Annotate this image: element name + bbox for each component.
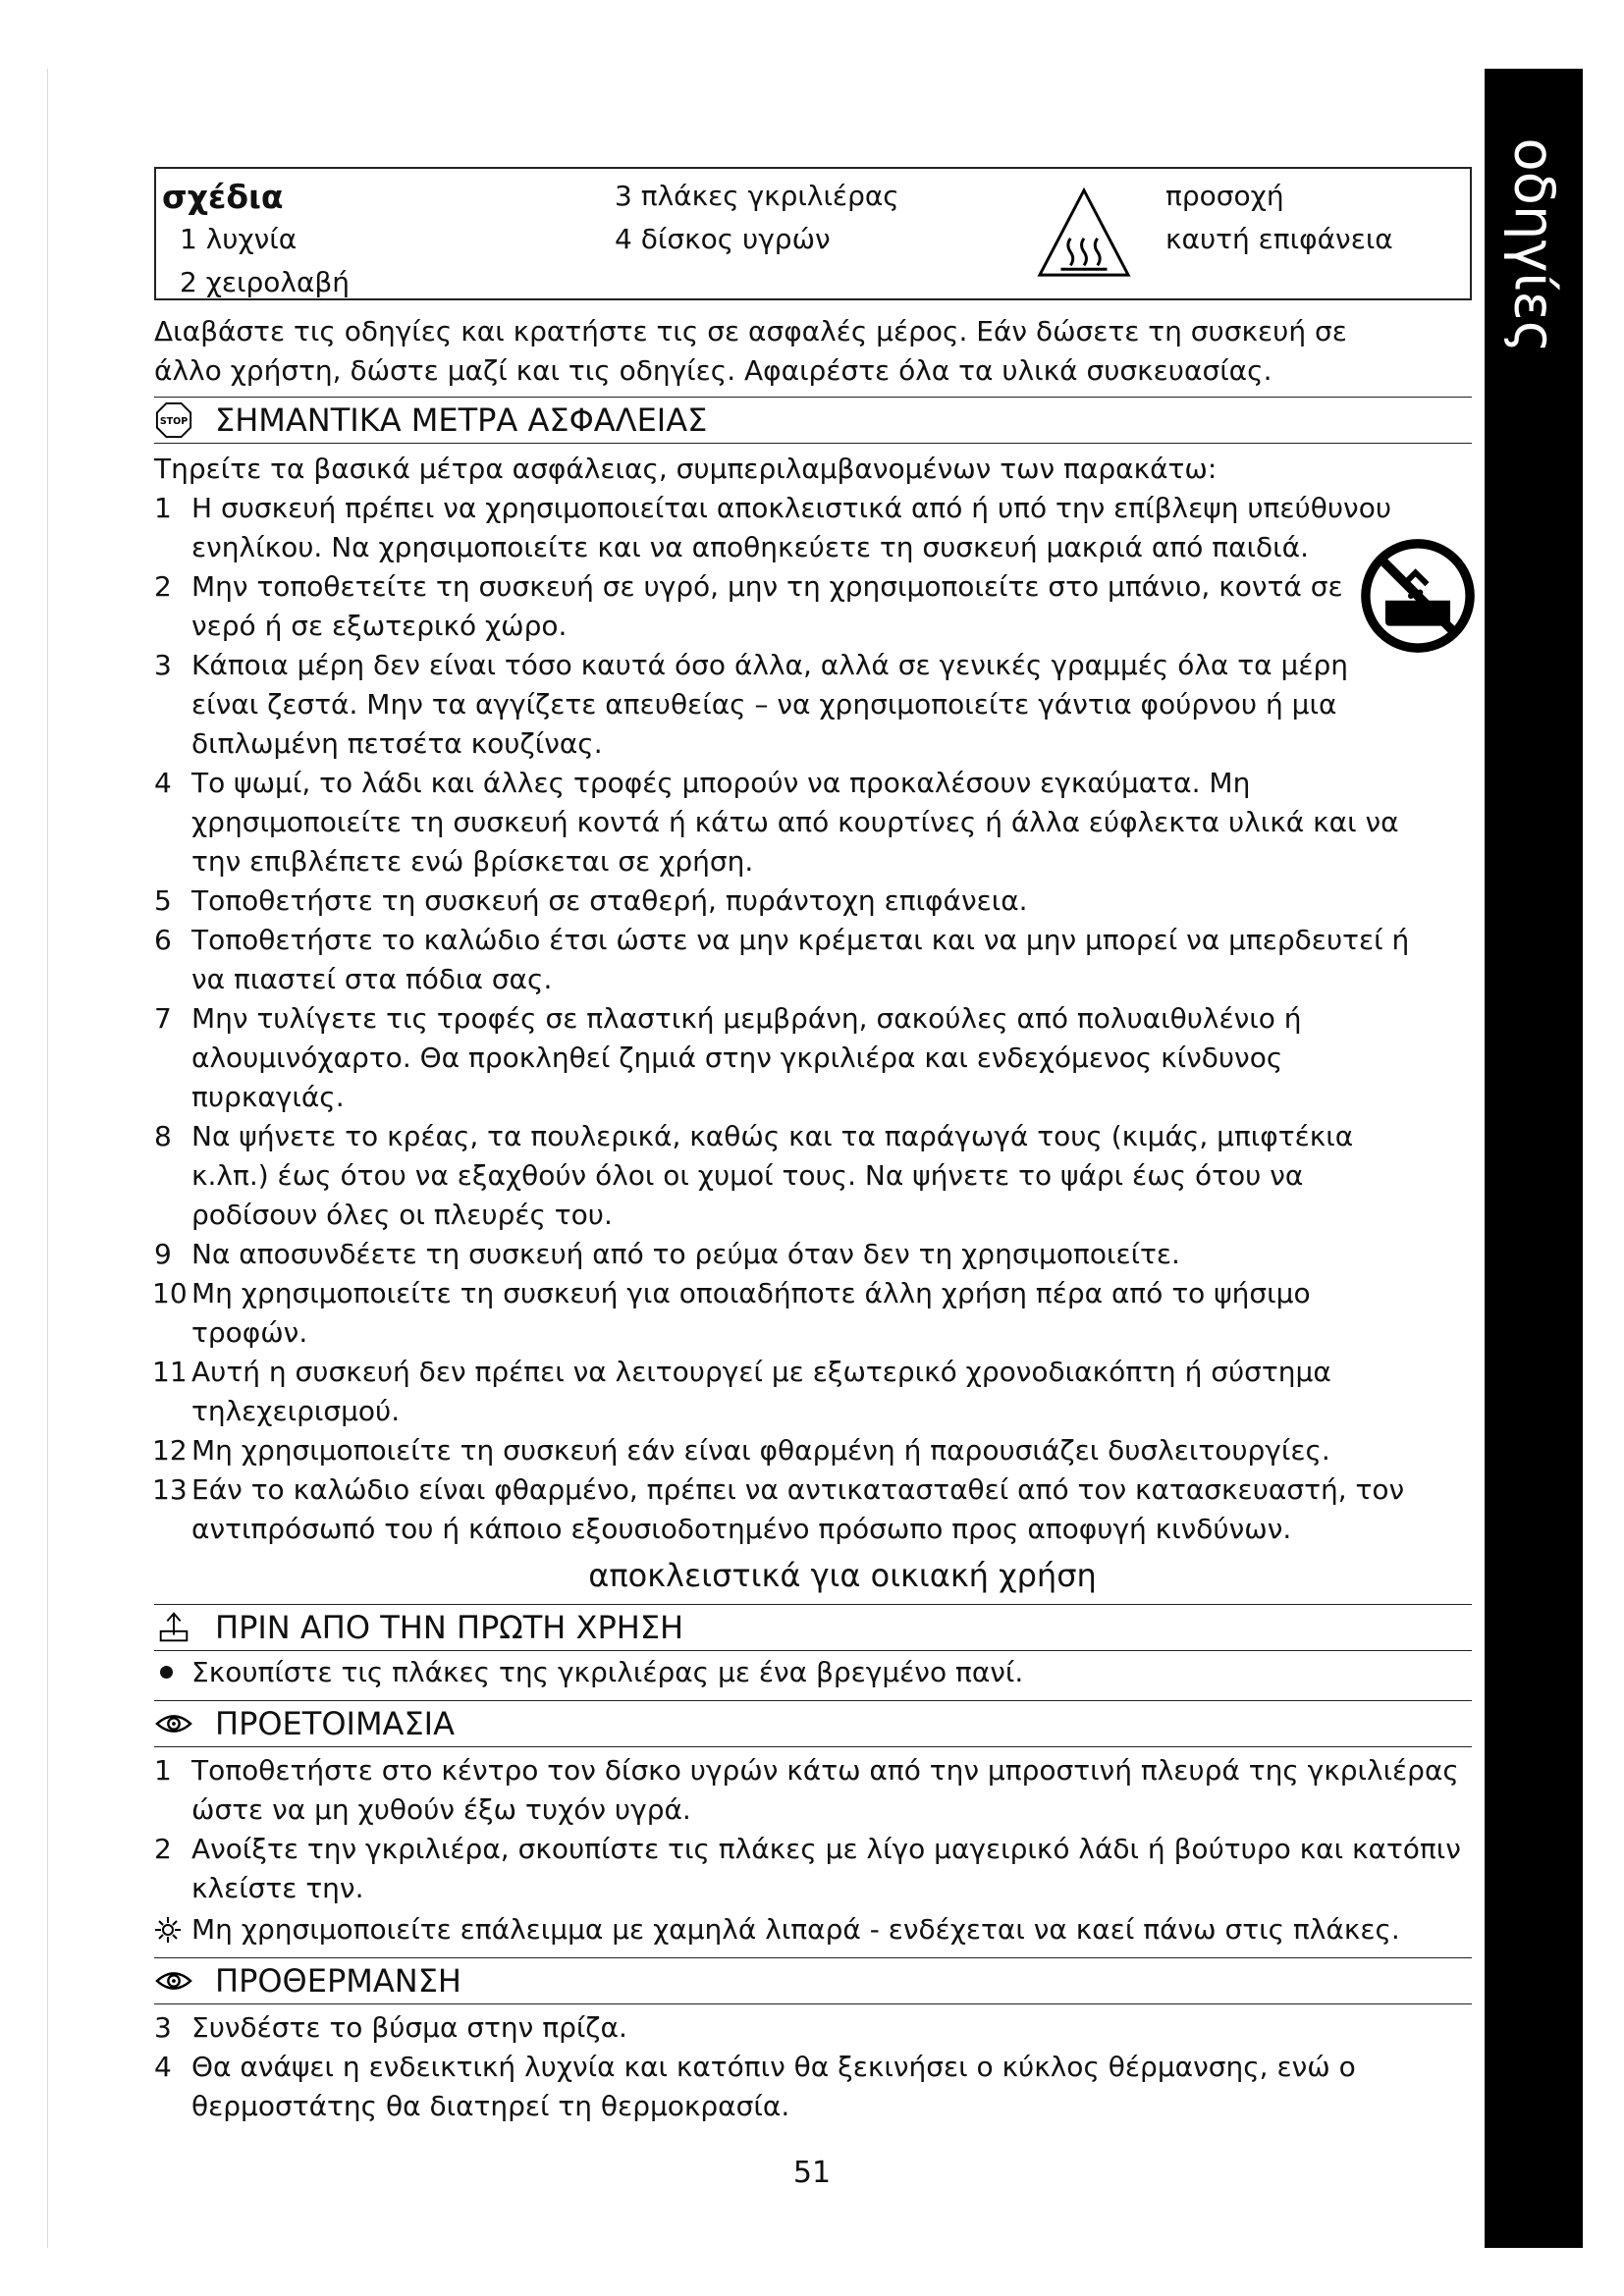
parts-item-1: 1 λυχνία [180,223,298,255]
list-item: 3 Συνδέστε το βύσμα στην πρίζα. [154,2011,627,2044]
eye-icon [154,1705,193,1742]
list-item: 1 Τοποθετήστε στο κέντρο τον δίσκο υγρών κάτω από την μπροστινή πλευρά της γκριλιέρας ώστε να μη χυθούν έξω τυχόν υγρά. [154,1754,1459,1826]
side-tab-label: οδηγίες [1501,137,1566,353]
page-margin-line [47,69,48,2248]
caution-label: προσοχή [1165,180,1284,212]
page-content [154,167,1472,2126]
before-first-use-title: ΠΡΙΝ ΑΠΟ ΤΗΝ ΠΡΩΤΗ ΧΡΗΣΗ [215,1609,684,1646]
list-item: 4 Θα ανάψει η ενδεικτική λυχνία και κατόπιν θα ξεκινήσει ο κύκλος θέρμανσης, ενώ ο θερμοστάτης θα διατηρεί τη θερμοκρασία. [154,2051,1356,2122]
list-item: 9 Να αποσυνδέετε τη συσκευή από το ρεύμα όταν δεν τη χρησιμοποιείτε. [154,1238,1180,1270]
parts-item-4: 4 δίσκος υγρών [615,223,831,255]
list-item: 12 Μη χρησιμοποιείτε τη συσκευή εάν είναι φθαρμένη ή παρουσιάζει δυσλειτουργίες. [152,1434,1330,1467]
stop-icon-label: STOP [159,415,189,427]
list-item: 8 Να ψήνετε το κρέας, τα πουλερικά, καθώς και τα παράγωγά τους (κιμάς, μπιφτέκια κ.λπ.) έως ότου να εξαχθούν όλοι οι χυμοί τους. Να ψήνετε το ψάρι έως ότου να ροδίσουν όλες οι πλευρές του. [154,1120,1354,1231]
hot-surface-warning-icon [1036,185,1132,281]
safety-title: ΣΗΜΑΝΤΙΚΑ ΜΕΤΡΑ ΑΣΦΑΛΕΙΑΣ [215,401,708,439]
list-item: 2 Ανοίξτε την γκριλιέρα, σκουπίστε τις πλάκες με λίγο μαγειρικό λάδι ή βούτυρο και κατόπιν κλείστε την. [154,1833,1461,1904]
list-item: 2 Μην τοποθετείτε τη συσκευή σε υγρό, μην τη χρησιμοποιείτε στο μπάνιο, κοντά σε νερό ή σε εξωτερικό χώρο. [154,570,1343,642]
parts-item-3: 3 πλάκες γκριλιέρας [615,180,899,212]
list-item: 1 Η συσκευή πρέπει να χρησιμοποιείται αποκλειστικά από ή υπό την επίβλεψη υπεύθυνου ενηλίκου. Να χρησιμοποιείτε και να αποθηκεύετε τη συσκευή μακριά από παιδιά. [154,492,1392,563]
list-item: 7 Μην τυλίγετε τις τροφές σε πλαστική μεμβράνη, σακούλες από πολυαιθυλένιο ή αλουμινόχαρτο. Θα προκληθεί ζημιά στην γκριλιέρα και ενδεχόμενος κίνδυνος πυρκαγιάς. [154,1002,1302,1113]
bullet-dot [160,1666,173,1679]
list-item: 10 Μη χρησιμοποιείτε τη συσκευή για οποιαδήποτε άλλη χρήση πέρα από το ψήσιμο τροφών. [152,1277,1311,1349]
side-tab [1485,69,1583,2248]
list-item: Σκουπίστε τις πλάκες της γκριλιέρας με ένα βρεγμένο πανί. [154,1651,1472,1694]
list-item: 6 Τοποθετήστε το καλώδιο έτσι ώστε να μην κρέμεται και να μην μπορεί να μπερδευτεί ή να πιαστεί στα πόδια σας. [154,924,1410,995]
household-use-note: αποκλειστικά για οικιακή χρήση [588,1557,1097,1594]
safety-list [154,489,1421,1549]
page-number: 51 [792,2156,832,2190]
stop-icon [154,401,193,439]
list-item: 4 Το ψωμί, το λάδι και άλλες τροφές μπορούν να προκαλέσουν εγκαύματα. Μη χρησιμοποιείτε τη συσκευή κοντά ή κάτω από κουρτίνες ή άλλα εύφλεκτα υλικά και να την επιβλέπετε ενώ βρίσκεται σε χρήση. [154,767,1399,878]
list-item: 13 Εάν το καλώδιο είναι φθαρμένο, πρέπει να αντικατασταθεί από τον κατασκευαστή, τον αντιπρόσωπό του ή κάποιο εξουσιοδοτημένο πρόσωπο προς αποφυγή κινδύνων. [152,1473,1405,1545]
before-first-use-heading [154,1604,1472,1651]
parts-title: σχέδια [162,178,284,216]
parts-item-2: 2 χειρολαβή [180,266,351,298]
eye-icon [154,1962,193,2000]
preparation-title: ΠΡΟΕΤΟΙΜΑΣΙΑ [215,1705,455,1742]
safety-heading [154,397,1472,444]
preheating-heading [154,1957,1472,2004]
safety-lead: Τηρείτε τα βασικά μέτρα ασφάλειας, συμπεριλαμβανομένων των παρακάτω: [154,453,1218,485]
parts-box [154,167,1472,300]
list-item: 11 Αυτή η συσκευή δεν πρέπει να λειτουργεί με εξωτερικό χρονοδιακόπτη ή σύστημα τηλεχειρισμού. [152,1356,1331,1427]
list-item: 5 Τοποθετήστε τη συσκευή σε σταθερή, πυράντοχη επιφάνεια. [154,884,1028,917]
list-item: 3 Κάποια μέρη δεν είναι τόσο καυτά όσο άλλα, αλλά σε γενικές γραμμές όλα τα μέρη είναι ζεστά. Μην τα αγγίζετε απευθείας – να χρησιμοποιείτε γάντια φούρνου ή μια διπλωμένη πετσέτα κουζίνας. [154,649,1348,760]
preparation-heading [154,1700,1472,1747]
low-fat-spread-warning: Μη χρησιμοποιείτε επάλειμμα με χαμηλά λιπαρά - ενδέχεται να καεί πάνω στις πλάκες. [154,1908,1472,1951]
hot-surface-label: καυτή επιφάνεια [1165,223,1393,255]
preheating-title: ΠΡΟΘΕΡΜΑΝΣΗ [215,1962,461,2000]
grill-arrow-icon [154,1609,193,1646]
intro-text: Διαβάστε τις οδηγίες και κρατήστε τις σε ασφαλές μέρος. Εάν δώσετε τη συσκευή σε άλλο χρήστη, δώστε μαζί και τις οδηγίες. Αφαιρέστε όλα τα υλικά συσκευασίας. [154,315,1347,387]
warning-burst-icon [154,1916,182,1944]
